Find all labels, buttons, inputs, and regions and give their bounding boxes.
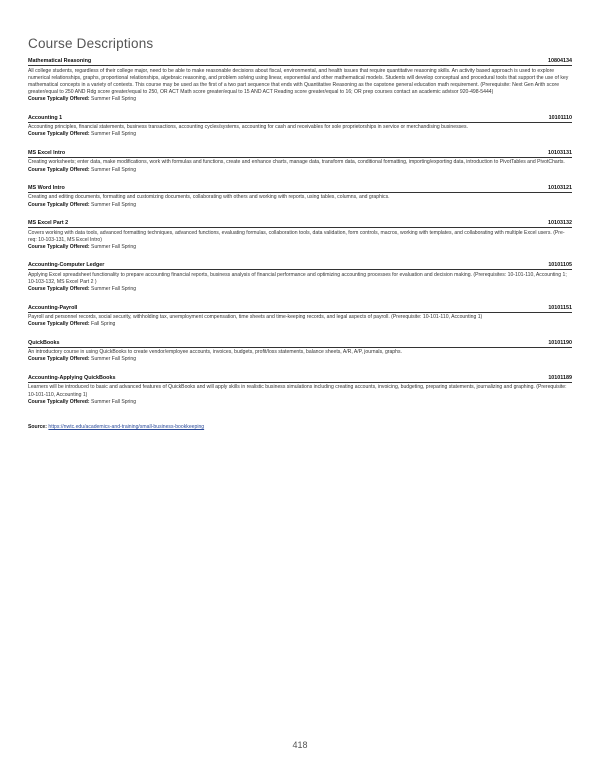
course-description: An introductory course in using QuickBooks to create vendor/employee accounts, invoices, budgets, profit/loss statements, balance sheets, A/R, A/P, journals, graphs. — [28, 349, 402, 356]
course-name: Accounting 1 — [28, 114, 63, 121]
offered-value: Summer Fall Spring — [91, 166, 137, 173]
offered-label: Course Typically Offered: — [28, 131, 90, 138]
course-description: Covers working with data tools, advanced formatting techniques, advanced functions, evaluating formulas, collaboration tools, data validation, form controls, macros, working with templates, and collaborating with multiple Excel users. (Pre-req: 10-103-131, MS Excel Intro) — [28, 229, 565, 243]
course-entry — [28, 58, 572, 104]
course-header — [28, 262, 572, 270]
course-offered — [28, 202, 572, 209]
course-name: QuickBooks — [28, 339, 60, 346]
offered-value: Summer Fall Spring — [91, 356, 137, 363]
offered-label: Course Typically Offered: — [28, 243, 90, 250]
course-entry — [28, 262, 572, 293]
course-header — [28, 375, 572, 383]
offered-value: Summer Fall Spring — [91, 96, 137, 103]
source-label: Source: — [28, 424, 47, 431]
course-name: Accounting-Computer Ledger — [28, 262, 105, 269]
offered-value: Summer Fall Spring — [91, 131, 137, 138]
course-code: 10804134 — [548, 58, 572, 64]
course-description: Applying Excel spreadsheet functionality to prepare accounting financial reports, business analysis of financial performance and optimizing accounting processes for evaluation and decision making. (Prerequisites: 10-101-110, Accounting 1; 10-103-132, MS Excel Part 2 ) — [28, 271, 567, 286]
course-code: 10103131 — [548, 149, 572, 156]
course-code: 10101110 — [548, 114, 572, 121]
course-header — [28, 220, 572, 228]
course-code: 10101151 — [548, 304, 572, 311]
course-offered — [28, 356, 572, 363]
course-name: MS Excel Part 2 — [28, 220, 69, 227]
offered-label: Course Typically Offered: — [28, 96, 90, 103]
source-line — [28, 424, 572, 430]
course-description: Creating and editing documents, formatting and customizing documents, collaborating with others and working with reports, using tables, columns, and graphics. — [28, 194, 390, 201]
course-code: 10103121 — [548, 184, 572, 191]
course-name: MS Word Intro — [28, 184, 65, 191]
offered-label: Course Typically Offered: — [28, 166, 90, 173]
course-entry — [28, 115, 572, 139]
course-offered — [28, 131, 572, 138]
course-description: Payroll and personnel records, social security, withholding tax, unemployment compensation, time sheets and time-keeping records, and legal aspects of payroll. (Prerequisite: 10-101-110, Accounting 1) — [28, 314, 483, 321]
offered-value: Summer Fall Spring — [91, 286, 137, 293]
course-offered — [28, 244, 572, 251]
offered-label: Course Typically Offered: — [28, 286, 90, 293]
course-header — [28, 58, 572, 66]
course-offered — [28, 321, 572, 328]
offered-value: Summer Fall Spring — [91, 398, 137, 405]
course-name: MS Excel Intro — [28, 149, 66, 156]
course-offered — [28, 399, 572, 406]
offered-value: Summer Fall Spring — [91, 243, 137, 250]
course-offered — [28, 167, 572, 174]
course-entry — [28, 375, 572, 406]
course-description: Accounting principles, financial statements, business transactions, accounting cycles/systems, accounting for cash and receivables for sole proprietorships in service or merchandising businesses. — [28, 124, 468, 131]
course-code: 10101189 — [548, 374, 572, 381]
course-header — [28, 115, 572, 123]
offered-value: Fall Spring — [91, 321, 116, 328]
course-code: 10101190 — [548, 339, 572, 346]
course-entry — [28, 150, 572, 174]
course-entry — [28, 220, 572, 251]
course-header — [28, 185, 572, 193]
source-link[interactable]: https://nwtc.edu/academics-and-training/small-business-bookkeeping — [48, 424, 205, 431]
course-name: Accounting-Applying QuickBooks — [28, 374, 116, 381]
course-name: Mathematical Reasoning — [28, 58, 92, 64]
offered-label: Course Typically Offered: — [28, 321, 90, 328]
course-header — [28, 150, 572, 158]
course-list — [28, 58, 572, 430]
course-offered — [28, 286, 572, 293]
course-description: Learners will be introduced to basic and advanced features of QuickBooks and will apply skills in realistic business simulations including creating accounts, invoicing, budgeting, preparing statements, journalizing and graphing. (Prerequisite: 10-101-110, Accounting 1) — [28, 384, 567, 398]
offered-label: Course Typically Offered: — [28, 201, 90, 208]
offered-label: Course Typically Offered: — [28, 398, 90, 405]
course-header — [28, 305, 572, 313]
course-name: Accounting-Payroll — [28, 304, 78, 311]
course-entry — [28, 305, 572, 329]
offered-value: Summer Fall Spring — [91, 201, 137, 208]
course-entry — [28, 185, 572, 209]
course-header — [28, 340, 572, 348]
page-title: Course Descriptions — [28, 36, 154, 51]
course-description: All college students, regardless of their college major, need to be able to make reasonable decisions about fiscal, environmental, and health issues that require quantitative reasoning skills. An activity based approach is used to explore numerical relationships, graphs, proportional relationships, algebraic reasoning, and problem solving using linear, exponential and other mathematical models. Students will develop conceptual and procedural tools that support the use of key mathematical concepts in a variety of contexts. This course may be used as the first of a two part sequence that ends with Quantitative Reasoning as the capstone general education math requirement. (Prerequisite: Next Gen Arith score greater/equal to 250 AND Rdg score greater/equal to 250, OR ACT Math score greater/equal to 15 AND ACT Reading score greater/equal to 16; OR prep courses contact an academic advisor 920-498-5444) — [28, 67, 569, 96]
page-number: 418 — [292, 740, 308, 750]
course-offered — [28, 96, 572, 103]
course-code: 10101105 — [548, 262, 572, 269]
course-entry — [28, 340, 572, 364]
offered-label: Course Typically Offered: — [28, 356, 90, 363]
course-code: 10103132 — [548, 220, 572, 227]
course-description: Creating worksheets; enter data, make modifications, work with formulas and functions, create and enhance charts, manage data, transform data, conditional formatting, importing/exporting data, introduction to PivotTables and PivotCharts. — [28, 159, 565, 166]
